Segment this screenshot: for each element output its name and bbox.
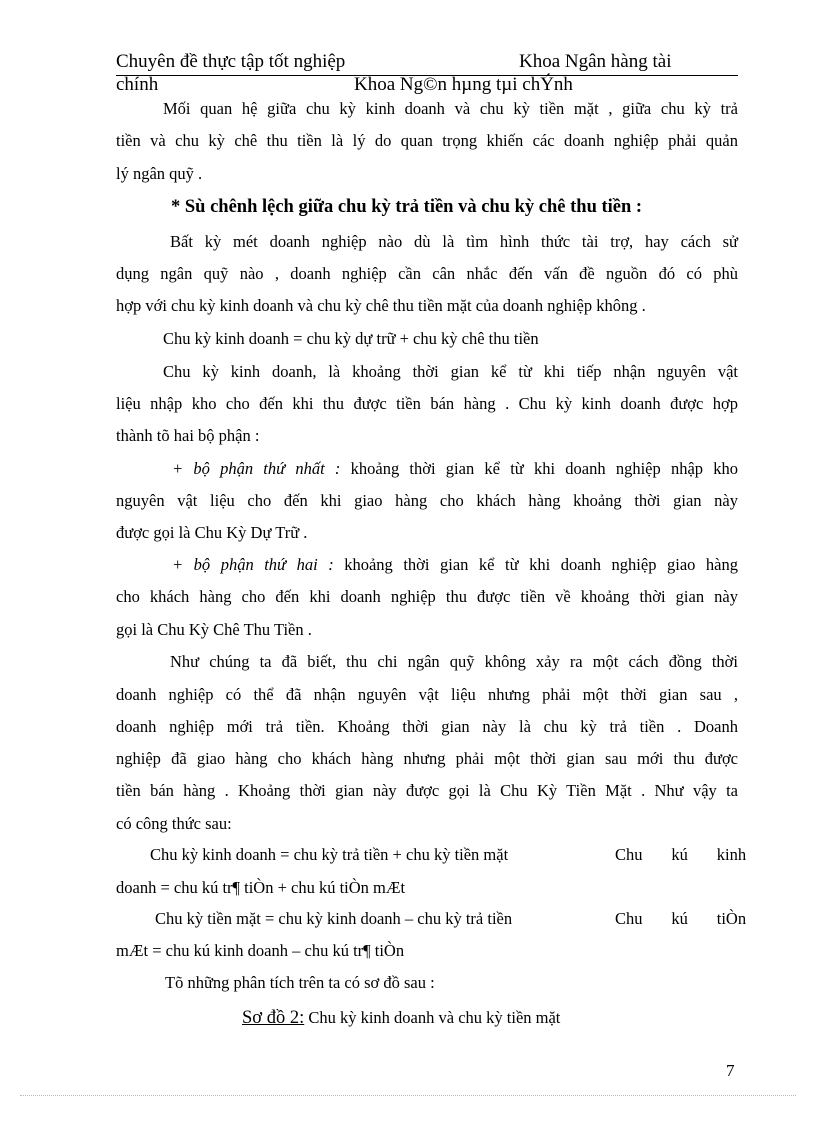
p1-line2: tiền và chu kỳ chê thu tiền là lý do quan trọng khiến các doanh nghiệp phải quản: [116, 131, 738, 150]
p4-line4: nghiệp đã giao hàng cho khách hàng nhưng phải một thời gian sau mới thu được: [116, 749, 738, 768]
part2-line2: cho khách hàng cho đến khi doanh nghiệp thu được tiền về khoảng thời gian này: [116, 587, 738, 606]
part2-label: + bộ phận thứ hai :: [172, 555, 334, 574]
p2-line1: Bất kỳ mét doanh nghiệp nào dù là tìm hình thức tài trợ, hay cách sử: [170, 232, 738, 251]
page-bottom-border: [20, 1095, 796, 1096]
p3-line2: liệu nhập kho cho đến khi thu được tiền bán hàng . Chu kỳ kinh doanh được hợp: [116, 394, 738, 413]
part1-label: + bộ phận thứ nhất :: [172, 459, 341, 478]
part2-text: khoảng thời gian kể từ khi doanh nghiệp giao hàng: [333, 555, 738, 574]
header-left: Chuyên đề thực tập tốt nghiệp: [116, 51, 346, 72]
formula3-garbled-b: mÆt = chu kú kinh doanh – chu kú tr¶ tiÒn: [116, 941, 405, 960]
diagram-title: Chu kỳ kinh doanh và chu kỳ tiền mặt: [304, 1008, 561, 1027]
p5-line: Tõ những phân tích trên ta có sơ đồ sau :: [165, 973, 435, 992]
p4-line3: doanh nghiệp mới trả tiền. Khoảng thời gian này là chu kỳ trả tiền . Doanh: [116, 717, 738, 736]
diagram-caption: [242, 1008, 560, 1029]
p4-line1: Như chúng ta đã biết, thu chi ngân quỹ không xảy ra một cách đồng thời: [170, 652, 738, 671]
p4-line6: có công thức sau:: [116, 814, 232, 833]
formula-business-cycle-2: Chu kỳ kinh doanh = chu kỳ trả tiền + chu kỳ tiền mặt: [150, 845, 509, 864]
p1-line3: lý ngân quỹ .: [116, 164, 203, 183]
formula3-garbled-a: Chu kú tiÒn: [615, 909, 747, 928]
p1-line1: Mối quan hệ giữa chu kỳ kinh doanh và chu kỳ tiền mặt , giữa chu kỳ trả: [163, 99, 738, 118]
header-right: Khoa Ngân hàng tài: [519, 51, 672, 72]
header-wrap: chính: [116, 74, 159, 95]
formula2-garbled-b: doanh = chu kú tr¶ tiÒn + chu kú tiÒn mÆt: [116, 878, 406, 897]
p3-line3: thành tõ hai bộ phận :: [116, 426, 260, 445]
part1-line2: nguyên vật liệu cho đến khi giao hàng cho khách hàng khoảng thời gian này: [116, 491, 738, 510]
part1-line3: được gọi là Chu Kỳ Dự Trữ .: [116, 523, 308, 542]
part1-text: khoảng thời gian kể từ khi doanh nghiệp nhập kho: [340, 459, 738, 478]
formula-cash-cycle: Chu kỳ tiền mặt = chu kỳ kinh doanh – chu kỳ trả tiền: [155, 909, 513, 928]
diagram-label: Sơ đồ 2:: [242, 1008, 305, 1028]
part2-line3: gọi là Chu Kỳ Chê Thu Tiền .: [116, 620, 312, 639]
part1-line1: [172, 459, 738, 479]
p4-line5: tiền bán hàng . Khoảng thời gian này được gọi là Chu Kỳ Tiền Mặt . Như vậy ta: [116, 781, 738, 800]
header-garbled: Khoa Ng©n hµng tµi chÝnh: [354, 74, 573, 95]
p3-line1: Chu kỳ kinh doanh, là khoảng thời gian kể từ khi tiếp nhận nguyên vật: [163, 362, 738, 381]
formula-business-cycle: Chu kỳ kinh doanh = chu kỳ dự trữ + chu kỳ chê thu tiền: [163, 329, 539, 348]
p2-line2: dụng ngân quỹ nào , doanh nghiệp cần cân nhắc đến vấn đề nguồn đó có phù: [116, 264, 738, 283]
p4-line2: doanh nghiệp có thể đã nhận nguyên vật liệu nhưng phải một thời gian sau ,: [116, 685, 738, 704]
p2-line3: hợp với chu kỳ kinh doanh và chu kỳ chê thu tiền mặt của doanh nghiệp không .: [116, 296, 646, 315]
formula2-garbled-a: Chu kú kinh: [615, 845, 747, 864]
section-heading: * Sù chênh lệch giữa chu kỳ trả tiền và chu kỳ chê thu tiền :: [171, 197, 643, 217]
part2-line1: [172, 555, 738, 575]
page-number: 7: [726, 1061, 735, 1080]
